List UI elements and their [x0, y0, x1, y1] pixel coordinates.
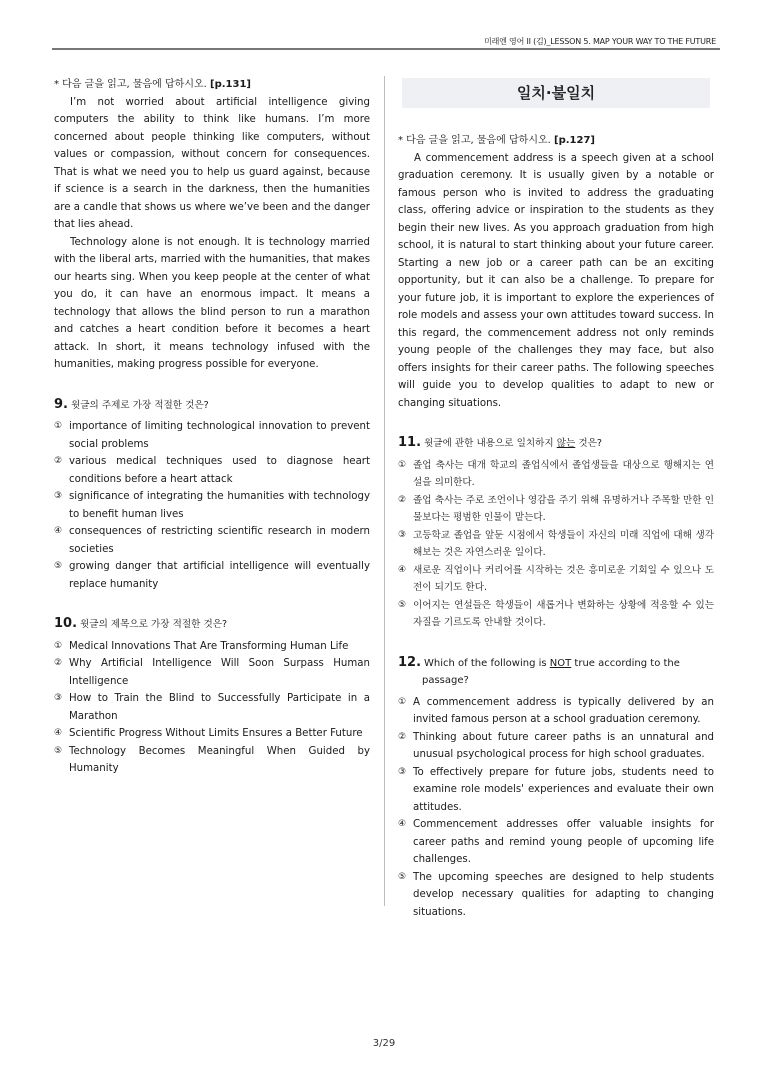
- right-instruction-text: * 다음 글을 읽고, 물음에 답하시오.: [398, 135, 551, 146]
- question-9-title: [54, 396, 370, 415]
- left-passage-paragraph-1: I’m not worried about artificial intelligence giving computers the ability to think like humans. I’m more concerned about people thinking like computers, without values or compassion, without concern for consequences. That is what we need you to help us guard against, because if science is a search in the darkness, then the humanities are a candle that shows us where we’ve been and the danger that lies ahead.: [54, 96, 370, 230]
- right-passage-paragraph: A commencement address is a speech given at a school graduation ceremony. It is usually given by a notable or famous person who is invited to address the graduating class, offering advice or inspiration to the students as they begin their new lives. As you approach graduation from high school, it is natural to start thinking about your future career. Starting a new job or a career path can be an exciting opportunity, but it can also be a challenge. To prepare for your future job, it is important to explore the experiences of role models and assess your own attitudes toward success. In this regard, the commencement address not only reminds young people of the challenges they may face, but also offers insights for their career paths. The following speeches will guide you to develop qualities to adapt to new or changing situations.: [398, 152, 714, 409]
- question-10-option-5[interactable]: ⑤ Technology Becomes Meaningful When Guided by Humanity: [54, 745, 370, 774]
- question-11-stem-after: 것은?: [575, 438, 602, 449]
- left-page-ref: [p.131]: [210, 79, 252, 90]
- question-12-stem-underlined: NOT: [549, 657, 572, 669]
- question-11-option-5[interactable]: ⑤ 이어지는 연설들은 학생들이 새롭거나 변화하는 상황에 적응할 수 있는 자질을 기르도록 안내할 것이다.: [398, 599, 714, 628]
- question-10-option-3[interactable]: ③ How to Train the Blind to Successfully Participate in a Marathon: [54, 693, 370, 722]
- question-12-option-1[interactable]: ① A commencement address is typically delivered by an invited famous person at a school graduation ceremony.: [398, 696, 714, 725]
- left-passage-paragraph-2: Technology alone is not enough. It is technology married with the liberal arts, married with the humanities, that makes our hearts sing. When you keep people at the center of what you do, it can have an enormous impact. It means a technology that allows the blind person to run a marathon and catches a heart condition before it becomes a heart attack. In short, it means technology infused with the humanities, making progress possible for everyone.: [54, 236, 370, 370]
- question-11-title: [398, 434, 714, 453]
- question-12-option-5[interactable]: ⑤ The upcoming speeches are designed to help students develop necessary qualities for adapting to changing situations.: [398, 871, 714, 918]
- question-12-option-3[interactable]: ③ To effectively prepare for future jobs, students need to examine role models' experiences and evaluate their own attitudes.: [398, 766, 714, 813]
- question-9-options: [54, 418, 370, 593]
- question-10-stem: 윗글의 제목으로 가장 적절한 것은?: [80, 619, 228, 630]
- question-10-option-1[interactable]: ① Medical Innovations That Are Transforming Human Life: [54, 640, 349, 652]
- question-10-option-4[interactable]: ④ Scientific Progress Without Limits Ensures a Better Future: [54, 728, 363, 739]
- right-column: [398, 76, 714, 921]
- question-10-option-2[interactable]: ② Why Artificial Intelligence Will Soon Surpass Human Intelligence: [54, 658, 370, 687]
- question-12-stem-after: true according to the passage?: [422, 657, 680, 686]
- question-10-number: 10.: [54, 616, 78, 631]
- right-instruction: [398, 132, 714, 150]
- header-title: 미래엔 영어 II (김)_LESSON 5. MAP YOUR WAY TO THE FUTURE: [484, 37, 716, 46]
- page-header: [0, 0, 768, 52]
- question-12-options: [398, 694, 714, 922]
- question-12-stem-before: Which of the following is: [424, 657, 550, 669]
- right-page-ref: [p.127]: [554, 135, 596, 146]
- section-banner: 일치·불일치: [402, 78, 710, 108]
- question-9-option-5[interactable]: ⑤ growing danger that artificial intelligence will eventually replace humanity: [54, 561, 370, 590]
- question-11-option-4[interactable]: ④ 새로운 직업이나 커리어를 시작하는 것은 흥미로운 기회일 수 있으나 도전이 되기도 한다.: [398, 564, 714, 593]
- question-11-option-3[interactable]: ③ 고등학교 졸업을 앞둔 시점에서 학생들이 자신의 미래 직업에 대해 생각해보는 것은 자연스러운 일이다.: [398, 529, 714, 558]
- page-number: 3/29: [372, 1038, 396, 1049]
- question-9-option-2[interactable]: ② various medical techniques used to diagnose heart conditions before a heart attack: [54, 456, 370, 485]
- question-12-title: [398, 654, 714, 690]
- question-11-options: [398, 457, 714, 632]
- header-rule: [52, 48, 720, 50]
- question-10-title: [54, 615, 370, 634]
- column-divider: [384, 76, 385, 906]
- question-11-stem-before: 윗글에 관한 내용으로 일치하지: [424, 438, 557, 449]
- question-11-stem-underlined: 않는: [556, 438, 576, 449]
- question-11-number: 11.: [398, 435, 422, 450]
- left-column: [54, 76, 370, 778]
- question-10-options: [54, 638, 370, 778]
- question-9-stem: 윗글의 주제로 가장 적절한 것은?: [70, 399, 209, 411]
- question-9-number: 9.: [54, 396, 68, 412]
- left-instruction: [54, 76, 370, 94]
- question-9-option-3[interactable]: ③ significance of integrating the humanities with technology to benefit human lives: [54, 491, 370, 520]
- question-12-option-2[interactable]: ② Thinking about future career paths is an unnatural and unusual psychological process for high school graduates.: [398, 731, 714, 760]
- question-9-option-1[interactable]: ① importance of limiting technological innovation to prevent social problems: [54, 421, 370, 450]
- left-instruction-text: * 다음 글을 읽고, 물음에 답하시오.: [54, 79, 207, 90]
- question-12-option-4[interactable]: ④ Commencement addresses offer valuable insights for career paths and remind young people of upcoming life challenges.: [398, 819, 714, 865]
- question-9-option-4[interactable]: ④ consequences of restricting scientific research in modern societies: [54, 526, 370, 555]
- question-11-option-2[interactable]: ② 졸업 축사는 주로 조언이나 영감을 주기 위해 유명하거나 주목할 만한 인물보다는 평범한 인물이 맡는다.: [398, 494, 714, 523]
- question-11-option-1[interactable]: ① 졸업 축사는 대개 학교의 졸업식에서 졸업생들을 대상으로 행해지는 연설을 의미한다.: [398, 459, 714, 488]
- question-12-number: 12.: [398, 654, 422, 670]
